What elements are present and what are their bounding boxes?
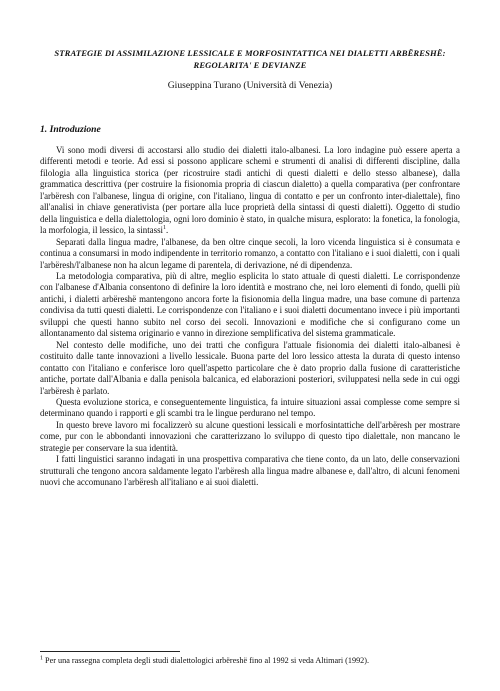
paragraph: Questa evoluzione storica, e conseguentemente linguistica, fa intuire situazioni assai complesse come sempre si determinano quando i rapporti e gli scambi tra le lingue perdurano nel tempo.: [40, 396, 460, 419]
footnote-number: 1: [40, 655, 43, 662]
paragraph: La metodologia comparativa, più di altre, meglio esplicita lo stato attuale di questi dialetti. Le corrispondenze con l'albanese d'Albania consentono di definire la loro identità e mostrano che, nei loro elementi di fondo, quelli più antichi, i dialetti arbëreshë mantengono ancora forte la fisionomia della lingua madre, una base comune di partenza condivisa da tutti questi dialetti. Le corrispondenze con l'italiano e i suoi dialetti documentano invece i più importanti sviluppi che questi hanno subito nel corso dei secoli. Innovazioni e modifiche che si configurano come un allontanamento dal sistema originario e vanno in direzione semplificativa del sistema grammaticale.: [40, 270, 460, 339]
title-line-1: STRATEGIE DI ASSIMILAZIONE LESSICALE E MORFOSINTATTICA NEI DIALETTI ARBËRESHË:: [54, 48, 446, 58]
paragraph: [40, 145, 460, 237]
body-text: [40, 145, 460, 489]
author-affiliation: Giuseppina Turano (Università di Venezia): [167, 80, 333, 91]
paragraph: In questo breve lavoro mi focalizzerò su alcune questioni lessicali e morfosintattiche dell'arbëresh per mostrare come, pur con le abbondanti innovazioni che caratterizzano lo sviluppo di questo tipo dialettale, non mancano le strategie per conservare la sua identità.: [40, 419, 460, 453]
footnote-reference: 1: [163, 225, 166, 232]
footnote: [40, 656, 460, 666]
paragraph: Nel contesto delle modifiche, uno dei tratti che configura l'attuale fisionomia dei dialetti italo-albanesi è costituito dalle tante innovazioni a livello lessicale. Buona parte del loro lessico attesta la durata di questo intenso contatto con l'italiano e conferisce loro quell'aspetto particolare che è dato proprio dalla fusione di caratteristiche antiche, portate dall'Albania e dalla penisola balcanica, ed elaborazioni posteriori, sviluppatesi nella sede in cui oggi l'arbëresh è parlato.: [40, 339, 460, 396]
section-heading: 1. Introduzione: [40, 124, 101, 135]
paper-title: [40, 47, 460, 71]
title-line-2: REGOLARITA' E DEVIANZE: [193, 60, 307, 70]
footnote-separator: [40, 651, 180, 652]
paragraph-text: Vi sono modi diversi di accostarsi allo studio dei dialetti italo-albanesi. La loro indagine può essere aperta a differenti metodi e teorie. Ad essi si possono applicare schemi e strumenti di analisi di differenti discipline, dalla filologia alla linguistica storica (per ricostruire stadi antichi di questi dialetti e dello stesso albanese), dalla grammatica descrittiva (per costruire la fisionomia propria di ciascun dialetto) a quella comparativa (per confrontare l'arbëresh con l'albanese, lingua di origine, con l'italiano, lingua di contatto e per un confronto inter-dialettale), fino all'analisi in chiave generativista (per portare alla luce proprietà della sintassi di questi dialetti). Oggetto di studio della linguistica e della dialettologia, ogni loro dominio è stato, in qualche misura, esplorato: la fonetica, la fonologia, la morfologia, il lessico, la sintassi: [40, 145, 460, 236]
sentence-end: .: [166, 225, 169, 236]
paragraph: Separati dalla lingua madre, l'albanese, da ben oltre cinque secoli, la loro vicenda linguistica si è consumata e continua a consumarsi in modo indipendente in territorio romanzo, a contatto con l'italiano e i suoi dialetti, con i quali l'arbëresh/l'albanese non ha alcun legame di parentela, di derivazione, né di dipendenza.: [40, 236, 460, 270]
footnote-text: Per una rassegna completa degli studi dialettologici arbëreshë fino al 1992 si veda Altimari (1992).: [43, 656, 370, 665]
paragraph: I fatti linguistici saranno indagati in una prospettiva comparativa che tiene conto, da un lato, delle conservazioni strutturali che tengono ancora saldamente legato l'arbëresh alla lingua madre albanese e, dall'altro, di alcuni fenomeni nuovi che accomunano l'arbëresh all'italiano e ai suoi dialetti.: [40, 454, 460, 488]
